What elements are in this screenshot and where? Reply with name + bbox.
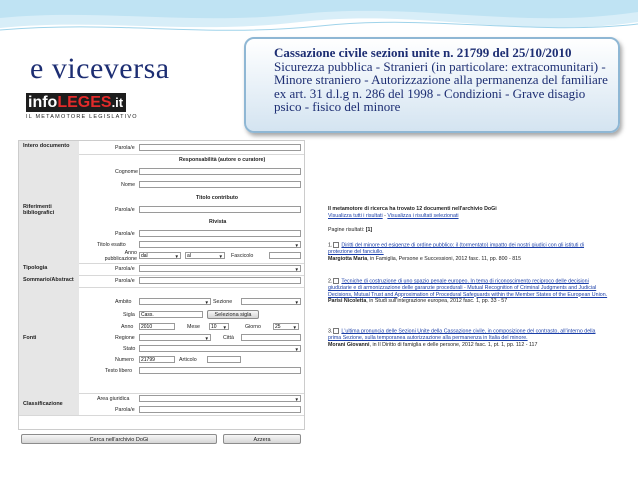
area-giuridica-select[interactable] xyxy=(139,395,301,402)
parola-label: Parola/e xyxy=(115,407,135,413)
pagine-value[interactable]: [1] xyxy=(365,227,373,233)
sigla-input[interactable]: Cass. xyxy=(139,311,203,318)
anno-dal-select[interactable]: dal ▼ xyxy=(139,252,181,259)
parola-label: Parola/e xyxy=(115,231,135,237)
section-tipologia: Tipologia xyxy=(19,263,79,275)
testo-libero-label: Testo libero xyxy=(105,368,133,374)
parola-label: Parola/e xyxy=(115,145,135,151)
responsabilita-header: Responsabilità (autore o curatore) xyxy=(179,157,266,163)
stato-label: Stato xyxy=(123,346,136,352)
articolo-label: Articolo xyxy=(179,357,197,363)
result-author: Morani Giovanni xyxy=(328,341,370,348)
result-item: 2. Tecniche di costruzione di uno spazio penale europeo. In tema di riconoscimento reciproco delle decisioni giudiziarie e di armonizzazione delle garanzie procedurali - Mutual Recognition of Criminal Judgments and Judicial Decisions, Mutual Trust and Approximation of Procedural Safeguards within the Member States of the European Union. Parisi Nicoletta, in Studi sull'integrazione europea, 2012 fasc. 1, pp. 33 - 57 xyxy=(328,278,608,305)
articolo-input[interactable] xyxy=(207,356,241,363)
result-source: , in Il Diritto di famiglia e delle persone, 2012 fasc. 1, pt. 1, pp. 112 - 117 xyxy=(369,341,538,348)
results-panel xyxy=(322,198,613,376)
results-summary: Il metamotore di ricerca ha trovato 12 documenti nell'archivio DoGi xyxy=(328,206,497,212)
visualizza-selezionati-link[interactable]: Visualizza i risultati selezionati xyxy=(387,213,459,219)
result-author: Parisi Nicoletta xyxy=(328,298,367,305)
pagine-risultati: Pagine risultati: [1] xyxy=(328,227,373,233)
anno-label: Anno xyxy=(121,324,134,330)
giorno-select[interactable]: 25 ▼ xyxy=(273,323,299,330)
titolo-parola-input[interactable] xyxy=(139,206,301,213)
section-sommario: Sommario/Abstract xyxy=(19,275,79,287)
result-author: Margiotta Maria xyxy=(328,255,368,262)
section-classificazione: Classificazione xyxy=(19,393,79,415)
seleziona-sigla-button[interactable]: Seleziona sigla xyxy=(207,310,259,319)
sommario-parola-input[interactable] xyxy=(139,277,301,284)
row-fonti xyxy=(19,287,304,394)
sezione-select[interactable] xyxy=(241,298,301,305)
citta-label: Città xyxy=(223,335,234,341)
sigla-label: Sigla xyxy=(123,312,135,318)
tipologia-select[interactable] xyxy=(139,265,301,272)
titolo-esatto-label: Titolo esatto xyxy=(97,242,126,248)
citta-input[interactable] xyxy=(241,334,301,341)
ambito-label: Ambito xyxy=(115,299,132,305)
cerca-button[interactable]: Cerca nell'archivio DoGi xyxy=(21,434,217,444)
nome-input[interactable] xyxy=(139,181,301,188)
row-intero-documento xyxy=(19,141,304,155)
cognome-label: Cognome xyxy=(115,169,138,175)
numero-input[interactable]: 21799 xyxy=(139,356,175,363)
section-intero-documento: Intero documento xyxy=(19,141,79,154)
classificazione-parola-input[interactable] xyxy=(139,406,301,413)
result-checkbox[interactable] xyxy=(333,328,339,334)
rivista-parola-input[interactable] xyxy=(139,230,301,237)
area-giuridica-label: Area giuridica xyxy=(97,396,130,402)
result-title-link[interactable]: L'ultima pronuncia delle Sezioni Unite della Cassazione civile, in composizione del contrasto, all'interno della prima Sezione, sulla temporanea autorizzazione alla permanenza in Italia del minore. xyxy=(328,328,596,341)
callout-body: Sicurezza pubblica - Stranieri (in particolare: extracomunitari) - Minore straniero - Autorizzazione alla permanenza del familiare ex art. 31 d.l.g n. 286 del 1998 - Condizioni - Grave disagio psico - fisico del minore xyxy=(274,58,608,114)
stato-select[interactable] xyxy=(139,345,301,352)
results-view-links: Visualizza tutti i risultati - Visualizza i risultati selezionati xyxy=(328,213,459,219)
ambito-select[interactable] xyxy=(139,298,211,305)
rivista-header: Rivista xyxy=(209,219,227,225)
parola-label: Parola/e xyxy=(115,278,135,284)
fascicolo-input[interactable] xyxy=(269,252,301,259)
parola-label: Parola/e xyxy=(115,207,135,213)
logo-part1: info xyxy=(28,94,58,111)
azzera-button[interactable]: Azzera xyxy=(223,434,301,444)
parola-label: Parola/e xyxy=(115,266,135,272)
callout-heading: Cassazione civile sezioni unite n. 21799 del 25/10/2010 xyxy=(274,45,572,60)
result-title-link[interactable]: Tecniche di costruzione di uno spazio penale europeo. In tema di riconoscimento reciproco delle decisioni giudiziarie e di armonizzazione delle garanzie procedurali - Mutual Recognition of Criminal Judgments and Judicial Decisions, Mutual Trust and Approximation of Procedural Safeguards within the Member States of the European Union. xyxy=(328,278,608,298)
mese-select[interactable]: 10 ▼ xyxy=(209,323,229,330)
nome-label: Nome xyxy=(121,182,136,188)
anno-pubblicazione-label: Anno pubblicazione xyxy=(104,250,137,262)
regione-label: Regione xyxy=(115,335,135,341)
result-title-link[interactable]: Diritti del minore ed esigenze di ordine pubblico: il (tormentato) impatto dei nostri giudici con gli istituti di protezione del fanciullo. xyxy=(328,242,585,255)
anno-al-select[interactable]: al ▼ xyxy=(185,252,225,259)
sezione-label: Sezione xyxy=(213,299,233,305)
titolo-esatto-select[interactable] xyxy=(139,241,301,248)
slide-title: e viceversa xyxy=(30,52,170,85)
logo-tagline: IL METAMOTORE LEGISLATIVO xyxy=(26,114,138,120)
regione-select[interactable] xyxy=(139,334,211,341)
case-citation-callout xyxy=(244,37,620,133)
section-fonti: Fonti xyxy=(19,287,79,393)
giorno-label: Giorno xyxy=(245,324,261,330)
result-item: 3. L'ultima pronuncia delle Sezioni Unite della Cassazione civile, in composizione del contrasto, all'interno della prima Sezione, sulla temporanea autorizzazione alla permanenza in Italia del minore. Morani Giovanni, in Il Diritto di famiglia e delle persone, 2012 fasc. 1, pt. 1, pp. 112 - 117 xyxy=(328,328,596,348)
logo-wordmark xyxy=(26,93,126,112)
mese-label: Mese xyxy=(187,324,200,330)
logo-part2: LEGES xyxy=(57,94,112,111)
row-riferimenti xyxy=(19,154,304,264)
anno-input[interactable]: 2010 xyxy=(139,323,175,330)
titolo-contributo-header: Titolo contributo xyxy=(196,195,238,201)
search-form xyxy=(18,140,305,443)
visualizza-tutti-link[interactable]: Visualizza tutti i risultati xyxy=(328,213,383,219)
row-classificazione xyxy=(19,393,304,416)
result-checkbox[interactable] xyxy=(333,242,339,248)
cognome-input[interactable] xyxy=(139,168,301,175)
result-checkbox[interactable] xyxy=(333,278,339,284)
fascicolo-label: Fascicolo xyxy=(231,253,254,259)
section-riferimenti: Riferimenti bibliografici xyxy=(19,154,79,263)
result-source: , in Studi sull'integrazione europea, 2012 fasc. 1, pp. 33 - 57 xyxy=(366,298,508,305)
result-item: 1. Diritti del minore ed esigenze di ordine pubblico: il (tormentato) impatto dei nostri giudici con gli istituti di protezione del fanciullo. Margiotta Maria, in Famiglia, Persone e Successioni, 2012 fasc. 11, pp. 800 - 815 xyxy=(328,242,585,262)
testo-libero-input[interactable] xyxy=(139,367,301,374)
numero-label: Numero xyxy=(115,357,134,363)
intero-parola-input[interactable] xyxy=(139,144,301,151)
logo-part3: .it xyxy=(111,95,124,110)
callout-text xyxy=(274,46,614,114)
result-source: , in Famiglia, Persone e Successioni, 2012 fasc. 11, pp. 800 - 815 xyxy=(367,255,522,262)
